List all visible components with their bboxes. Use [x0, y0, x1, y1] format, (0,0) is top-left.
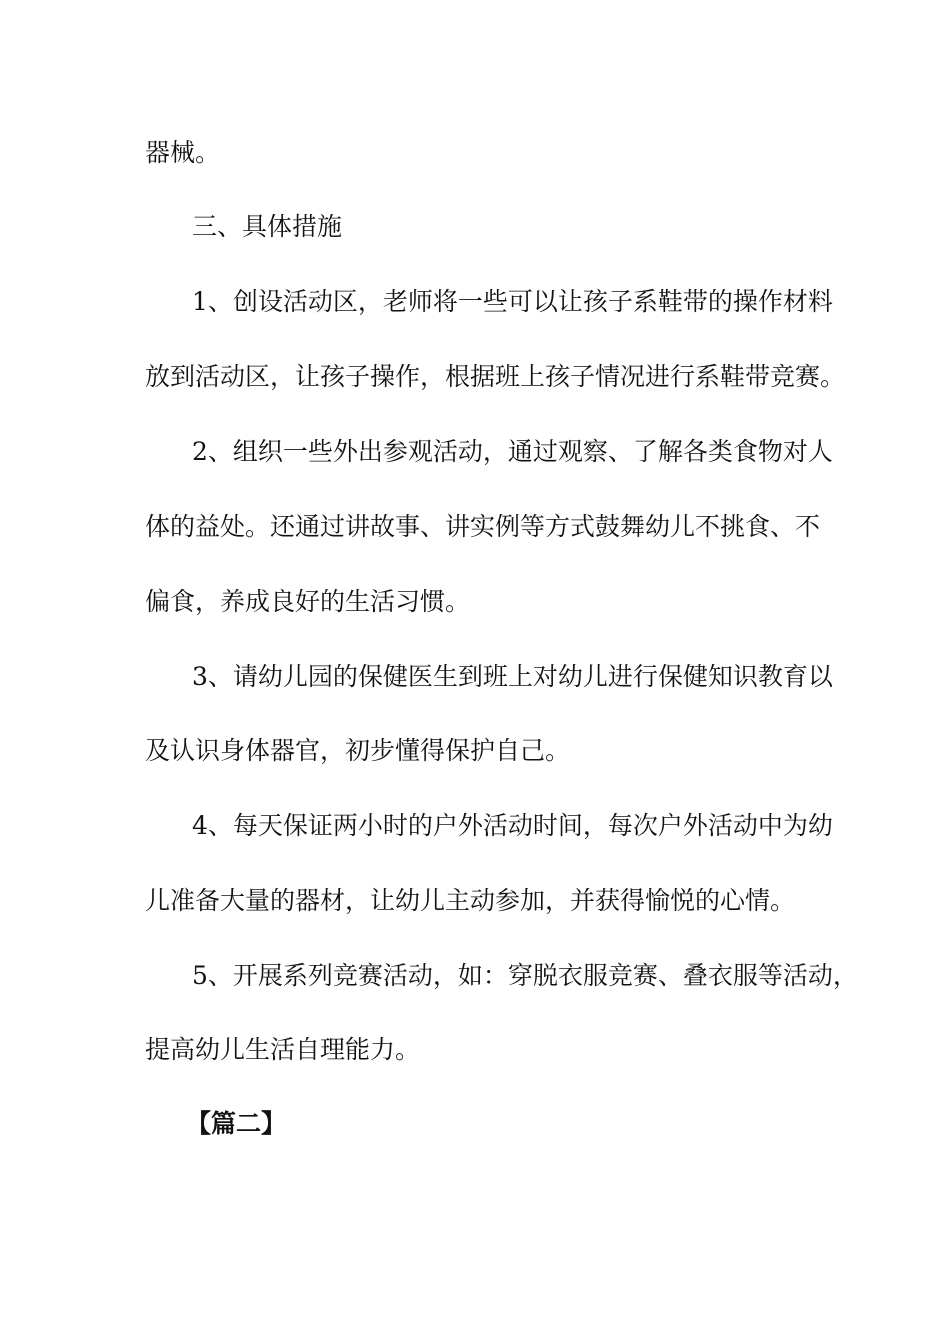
item-4-line-2: 儿准备大量的器材，让幼儿主动参加，并获得愉悦的心情。	[145, 886, 796, 915]
item-5-line-2: 提高幼儿生活自理能力。	[145, 1035, 421, 1064]
item-3-line-2: 及认识身体器官，初步懂得保护自己。	[145, 736, 571, 765]
item-5-line-1: 5、开展系列竞赛活动，如：穿脱衣服竞赛、叠衣服等活动，	[192, 961, 858, 990]
item-4-line-1: 4、每天保证两小时的户外活动时间，每次户外活动中为幼	[192, 811, 833, 840]
section-tag-part-two: 【篇二】	[186, 1109, 287, 1138]
item-2-line-2: 体的益处。还通过讲故事、讲实例等方式鼓舞幼儿不挑食、不	[145, 512, 821, 541]
section-heading-measures: 三、具体措施	[192, 212, 343, 241]
item-3-line-1: 3、请幼儿园的保健医生到班上对幼儿进行保健知识教育以	[192, 662, 833, 691]
item-2-line-3: 偏食，养成良好的生活习惯。	[145, 587, 471, 616]
continuation-text: 器械。	[145, 138, 221, 167]
item-1-line-2: 放到活动区，让孩子操作，根据班上孩子情况进行系鞋带竞赛。	[145, 362, 846, 391]
item-2-line-1: 2、组织一些外出参观活动，通过观察、了解各类食物对人	[192, 437, 833, 466]
item-1-line-1: 1、创设活动区，老师将一些可以让孩子系鞋带的操作材料	[192, 287, 833, 316]
